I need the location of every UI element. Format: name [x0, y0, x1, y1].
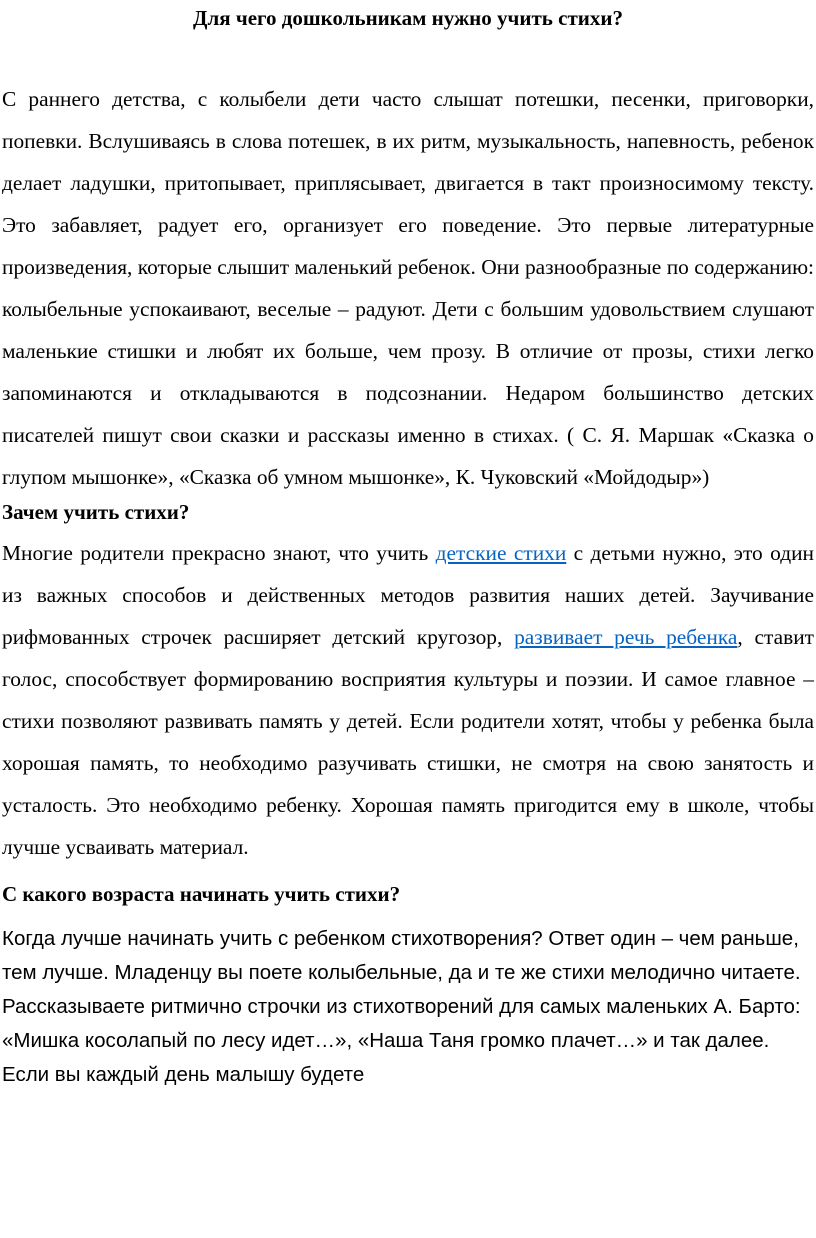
paragraph-why-learn-part1: Многие родители прекрасно знают, что учить [2, 541, 436, 565]
paragraph-why-learn-part3: , ставит голос, способствует формированию восприятия культуры и поэзии. И самое главное – стихи позволяют развивать память у детей. Если родители хотят, чтобы у ребенка была хорошая память, то необходимо разучивать стишки, не смотря на свою занятость и усталость. Это необходимо ребенку. Хорошая память пригодится ему в школе, чтобы лучше усваивать материал. [2, 625, 814, 859]
heading-what-age: С какого возраста начинать учить стихи? [2, 882, 401, 906]
paragraph-why-learn-part2: с детьми нужно, это один из важных способов и действенных методов развития наших детей. Заучивание рифмованных строчек расширяет детский кругозор, [2, 541, 814, 649]
paragraph-why-learn [2, 532, 814, 868]
paragraph-intro: С раннего детства, с колыбели дети часто слышат потешки, песенки, приговорки, попевки. Вслушиваясь в слова потешек, в их ритм, музыкальность, напевность, ребенок делает ладушки, притопывает, приплясывает, двигается в такт произносимому тексту. Это забавляет, радует его, организует его поведение. Это первые литературные произведения, которые слышит маленький ребенок. Они разнообразные по содержанию: колыбельные успокаивают, веселые – радуют. Дети с большим удовольствием слушают маленькие стишки и любят их больше, чем прозу. В отличие от прозы, стихи легко запоминаются и откладываются в подсознании. Недаром большинство детских писателей пишут свои сказки и рассказы именно в стихах. ( С. Я. Маршак «Сказка о глупом мышонке», «Сказка об умном мышонке», К. Чуковский «Мойдодыр») [2, 87, 814, 489]
document-title: Для чего дошкольникам нужно учить стихи? [193, 6, 623, 30]
paragraph-what-age: Когда лучше начинать учить с ребенком стихотворения? Ответ один – чем раньше, тем лучше. Младенцу вы поете колыбельные, да и те же стихи мелодично читаете. Рассказываете ритмично строчки из стихотворений для самых маленьких А. Барто: «Мишка косолапый по лесу идет…», «Наша Таня громко плачет…» и так далее. Если вы каждый день малышу будете [2, 927, 801, 1086]
link-develop-speech[interactable]: развивает речь ребенка [514, 625, 738, 649]
link-children-poems[interactable]: детские стихи [435, 541, 567, 565]
heading-why-learn: Зачем учить стихи? [2, 500, 190, 524]
